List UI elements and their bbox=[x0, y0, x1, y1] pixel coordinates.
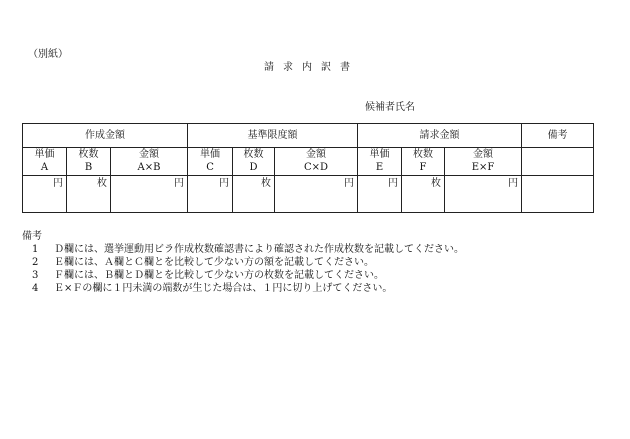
unit-cell: 円 bbox=[188, 176, 233, 213]
notes-section bbox=[22, 230, 464, 295]
subheader-cell: 単価 bbox=[188, 148, 233, 162]
note-text: Ｅ欄には、Ａ欄とＣ欄とを比較して少ない方の額を記載してください。 bbox=[54, 257, 374, 268]
code-cell: C×D bbox=[275, 162, 358, 176]
code-cell: C bbox=[188, 162, 233, 176]
code-cell: D bbox=[233, 162, 275, 176]
unit-cell: 円 bbox=[23, 176, 67, 213]
note-number: 2 bbox=[32, 257, 39, 268]
remarks-header-blank bbox=[522, 148, 594, 176]
subheader-cell: 枚数 bbox=[67, 148, 111, 162]
unit-cell: 円 bbox=[111, 176, 188, 213]
note-item bbox=[22, 243, 464, 256]
code-cell: F bbox=[402, 162, 445, 176]
breakdown-table bbox=[22, 123, 594, 213]
note-text: Ｆ欄には、Ｂ欄とＤ欄とを比較して少ない方の枚数を記載してください。 bbox=[54, 270, 384, 281]
code-cell: A bbox=[23, 162, 67, 176]
subheader-cell: 枚数 bbox=[233, 148, 275, 162]
remarks-cell bbox=[522, 176, 594, 213]
attachment-label: （別紙） bbox=[28, 49, 68, 60]
note-number: 3 bbox=[32, 270, 39, 281]
subheader-cell: 枚数 bbox=[402, 148, 445, 162]
unit-cell: 枚 bbox=[67, 176, 111, 213]
unit-cell: 枚 bbox=[402, 176, 445, 213]
subheader-cell: 単価 bbox=[358, 148, 402, 162]
unit-cell: 枚 bbox=[233, 176, 275, 213]
subheader-cell: 単価 bbox=[23, 148, 67, 162]
group-header-claim-amount: 請求金額 bbox=[358, 124, 522, 148]
note-number: 1 bbox=[32, 244, 39, 255]
code-cell: A×B bbox=[111, 162, 188, 176]
unit-cell: 円 bbox=[445, 176, 522, 213]
document-title: 請求内訳書 bbox=[264, 62, 359, 73]
note-item bbox=[22, 256, 464, 269]
subheader-cell: 金額 bbox=[275, 148, 358, 162]
group-header-created-amount: 作成金額 bbox=[23, 124, 188, 148]
unit-cell: 円 bbox=[358, 176, 402, 213]
note-text: Ｅ×Ｆの欄に１円未満の端数が生じた場合は、１円に切り上げてください。 bbox=[54, 283, 393, 294]
group-header-remarks: 備考 bbox=[522, 124, 594, 148]
group-header-limit-amount: 基準限度額 bbox=[188, 124, 358, 148]
note-item bbox=[22, 282, 464, 295]
subheader-cell: 金額 bbox=[445, 148, 522, 162]
subheader-cell: 金額 bbox=[111, 148, 188, 162]
code-cell: E bbox=[358, 162, 402, 176]
note-text: Ｄ欄には、選挙運動用ビラ作成枚数確認書により確認された作成枚数を記載してください。 bbox=[54, 244, 464, 255]
code-cell: E×F bbox=[445, 162, 522, 176]
code-cell: B bbox=[67, 162, 111, 176]
notes-heading: 備考 bbox=[22, 231, 42, 242]
candidate-name-label: 候補者氏名 bbox=[365, 102, 415, 113]
note-number: 4 bbox=[32, 283, 39, 294]
unit-cell: 円 bbox=[275, 176, 358, 213]
note-item bbox=[22, 269, 464, 282]
